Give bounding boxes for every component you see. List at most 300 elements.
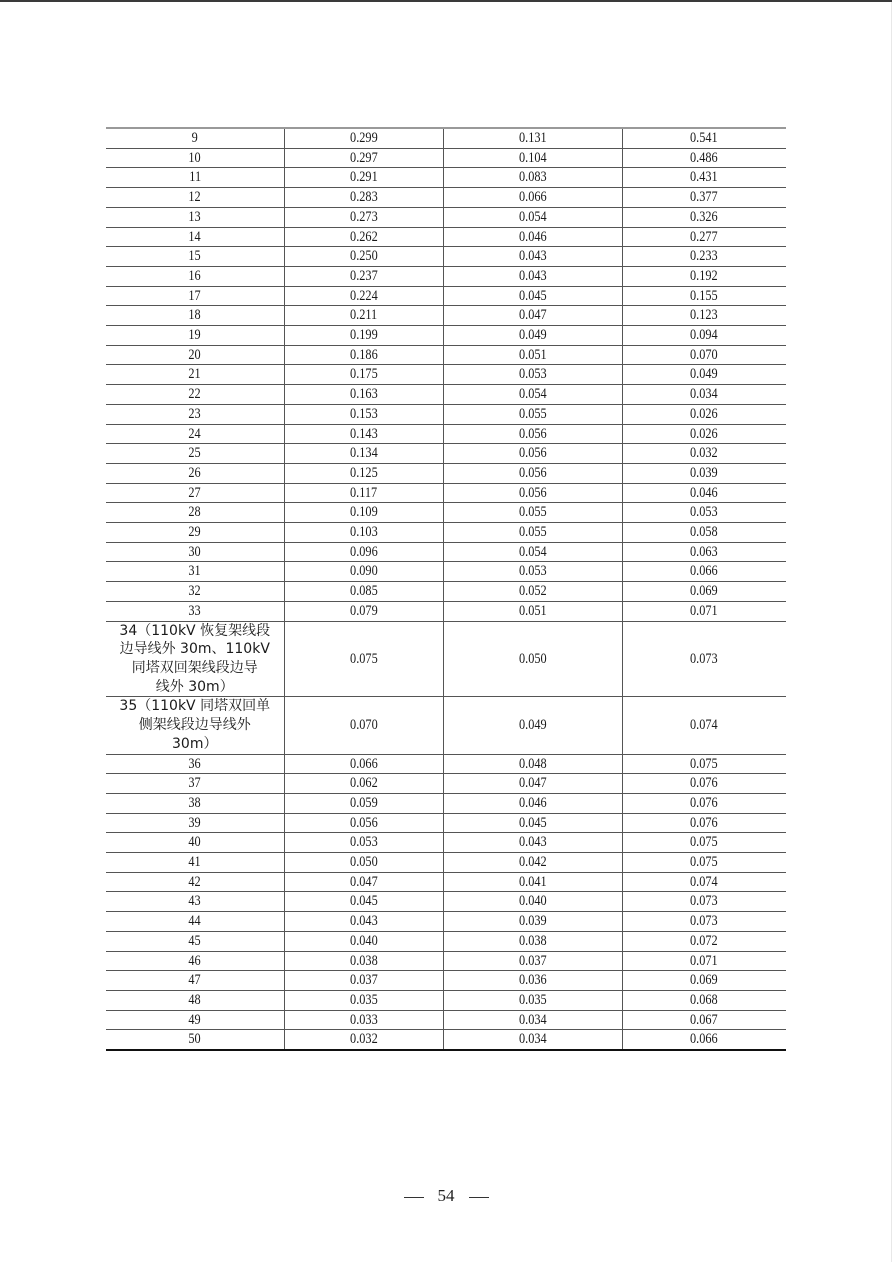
value-cell-col2 [284, 582, 443, 602]
value-cell-col4 [622, 971, 786, 991]
cell-value: 0.048 [518, 755, 547, 772]
table-row [106, 306, 786, 326]
cell-value: 0.043 [518, 267, 547, 284]
row-label-cell [106, 1010, 284, 1030]
cell-value: 0.094 [690, 327, 719, 344]
value-cell-col3 [443, 207, 622, 227]
cell-value: 0.262 [349, 228, 378, 245]
value-cell-col2 [284, 247, 443, 267]
value-cell-col2 [284, 951, 443, 971]
value-cell-col3 [443, 582, 622, 602]
cell-value: 0.052 [518, 583, 547, 600]
value-cell-col4 [622, 444, 786, 464]
cell-value: 0.046 [518, 228, 547, 245]
row-label-cell [106, 365, 284, 385]
value-cell-col3 [443, 813, 622, 833]
cell-value: 0.050 [349, 854, 378, 871]
cell-value: 0.026 [690, 425, 719, 442]
value-cell-col4 [622, 483, 786, 503]
value-cell-col4 [622, 754, 786, 774]
row-id: 30 [188, 543, 201, 560]
label-line: 35（110kV 同塔双回单 [119, 698, 271, 715]
value-cell-col3 [443, 872, 622, 892]
row-label-cell [106, 853, 284, 873]
cell-value: 0.066 [690, 563, 719, 580]
row-label-cell [106, 326, 284, 346]
value-cell-col3 [443, 444, 622, 464]
row-label-cell [106, 227, 284, 247]
cell-value: 0.211 [349, 307, 378, 324]
value-cell-col4 [622, 247, 786, 267]
value-cell-col2 [284, 990, 443, 1010]
value-cell-col3 [443, 306, 622, 326]
cell-value: 0.071 [690, 602, 719, 619]
value-cell-col3 [443, 990, 622, 1010]
table-row [106, 813, 786, 833]
value-cell-col4 [622, 793, 786, 813]
table-row [106, 793, 786, 813]
row-label-cell [106, 247, 284, 267]
table-row [106, 542, 786, 562]
table-row [106, 697, 786, 754]
cell-value: 0.153 [349, 405, 378, 422]
top-border-rule [0, 0, 892, 2]
value-cell-col4 [622, 148, 786, 168]
value-cell-col3 [443, 463, 622, 483]
cell-value: 0.046 [690, 484, 719, 501]
cell-value: 0.074 [690, 873, 719, 890]
table-row [106, 168, 786, 188]
cell-value: 0.233 [690, 248, 719, 265]
cell-value: 0.053 [518, 563, 547, 580]
data-table [106, 127, 786, 1051]
value-cell-col3 [443, 148, 622, 168]
value-cell-col2 [284, 306, 443, 326]
row-id: 32 [188, 583, 201, 600]
table-row [106, 601, 786, 621]
value-cell-col3 [443, 345, 622, 365]
cell-value: 0.049 [518, 717, 547, 734]
value-cell-col4 [622, 872, 786, 892]
row-label-cell [106, 286, 284, 306]
cell-value: 0.125 [349, 464, 378, 481]
value-cell-col3 [443, 1030, 622, 1050]
table-row [106, 582, 786, 602]
cell-value: 0.062 [349, 775, 378, 792]
row-label-cell [106, 148, 284, 168]
table-row [106, 853, 786, 873]
table-row [106, 774, 786, 794]
table-row [106, 424, 786, 444]
label-line: 边导线外 30m、110kV [119, 641, 270, 658]
cell-value: 0.039 [690, 464, 719, 481]
cell-value: 0.192 [690, 267, 719, 284]
row-label-cell [106, 562, 284, 582]
value-cell-col4 [622, 951, 786, 971]
value-cell-col2 [284, 385, 443, 405]
value-cell-col2 [284, 523, 443, 543]
cell-value: 0.063 [690, 543, 719, 560]
label-line: 34（110kV 恢复架线段 [119, 622, 271, 639]
row-id: 26 [188, 464, 201, 481]
value-cell-col2 [284, 931, 443, 951]
row-id: 44 [188, 913, 201, 930]
value-cell-col3 [443, 774, 622, 794]
cell-value: 0.054 [518, 386, 547, 403]
value-cell-col3 [443, 523, 622, 543]
value-cell-col4 [622, 912, 786, 932]
value-cell-col4 [622, 128, 786, 148]
cell-value: 0.068 [690, 991, 719, 1008]
value-cell-col4 [622, 326, 786, 346]
value-cell-col3 [443, 503, 622, 523]
row-id: 46 [188, 952, 201, 969]
cell-value: 0.134 [349, 445, 378, 462]
table-row [106, 931, 786, 951]
value-cell-col2 [284, 345, 443, 365]
row-label-cell [106, 542, 284, 562]
value-cell-col4 [622, 931, 786, 951]
value-cell-col3 [443, 404, 622, 424]
cell-value: 0.297 [349, 149, 378, 166]
row-id: 36 [188, 755, 201, 772]
cell-value: 0.076 [690, 814, 719, 831]
cell-value: 0.250 [349, 248, 378, 265]
cell-value: 0.090 [349, 563, 378, 580]
table-row [106, 971, 786, 991]
cell-value: 0.038 [518, 932, 547, 949]
table-row [106, 912, 786, 932]
cell-value: 0.224 [349, 287, 378, 304]
table-row [106, 1010, 786, 1030]
row-label-cell [106, 931, 284, 951]
table-row [106, 523, 786, 543]
cell-value: 0.072 [690, 932, 719, 949]
cell-value: 0.034 [690, 386, 719, 403]
value-cell-col4 [622, 853, 786, 873]
cell-value: 0.075 [690, 854, 719, 871]
cell-value: 0.043 [518, 834, 547, 851]
table-row [106, 990, 786, 1010]
row-label-cell [106, 444, 284, 464]
value-cell-col4 [622, 207, 786, 227]
table-row [106, 483, 786, 503]
cell-value: 0.486 [690, 149, 719, 166]
value-cell-col2 [284, 483, 443, 503]
value-cell-col4 [622, 188, 786, 208]
value-cell-col4 [622, 813, 786, 833]
cell-value: 0.043 [518, 248, 547, 265]
table-row [106, 227, 786, 247]
value-cell-col2 [284, 601, 443, 621]
row-label-cell [106, 621, 284, 697]
value-cell-col2 [284, 404, 443, 424]
cell-value: 0.075 [690, 755, 719, 772]
row-label-cell [106, 463, 284, 483]
row-id: 21 [188, 366, 201, 383]
cell-value: 0.155 [690, 287, 719, 304]
value-cell-col3 [443, 971, 622, 991]
table-row [106, 892, 786, 912]
dash-left [404, 1197, 424, 1198]
table-body [106, 128, 786, 1050]
row-label-cell [106, 912, 284, 932]
value-cell-col3 [443, 424, 622, 444]
value-cell-col4 [622, 523, 786, 543]
row-label-cell [106, 793, 284, 813]
cell-value: 0.073 [690, 893, 719, 910]
cell-value: 0.045 [349, 893, 378, 910]
row-id: 25 [188, 445, 201, 462]
value-cell-col3 [443, 912, 622, 932]
table-row [106, 562, 786, 582]
cell-value: 0.075 [690, 834, 719, 851]
cell-value: 0.055 [518, 524, 547, 541]
row-label-cell [106, 774, 284, 794]
cell-value: 0.074 [690, 717, 719, 734]
cell-value: 0.237 [349, 267, 378, 284]
value-cell-col2 [284, 148, 443, 168]
cell-value: 0.034 [518, 1011, 547, 1028]
row-id: 39 [188, 814, 201, 831]
value-cell-col3 [443, 286, 622, 306]
value-cell-col4 [622, 562, 786, 582]
row-label-cell [106, 754, 284, 774]
cell-value: 0.056 [518, 464, 547, 481]
value-cell-col4 [622, 385, 786, 405]
value-cell-col2 [284, 424, 443, 444]
cell-value: 0.026 [690, 405, 719, 422]
row-id: 20 [188, 346, 201, 363]
table-row [106, 833, 786, 853]
cell-value: 0.037 [349, 972, 378, 989]
table-row [106, 463, 786, 483]
cell-value: 0.299 [349, 130, 378, 146]
value-cell-col3 [443, 365, 622, 385]
cell-value: 0.051 [518, 346, 547, 363]
cell-value: 0.037 [518, 952, 547, 969]
value-cell-col2 [284, 207, 443, 227]
value-cell-col4 [622, 1010, 786, 1030]
row-label-cell [106, 503, 284, 523]
cell-value: 0.073 [690, 913, 719, 930]
cell-value: 0.199 [349, 327, 378, 344]
row-id: 40 [188, 834, 201, 851]
cell-value: 0.273 [349, 208, 378, 225]
value-cell-col4 [622, 286, 786, 306]
row-label-cell [106, 306, 284, 326]
row-label-cell [106, 207, 284, 227]
row-label-cell [106, 345, 284, 365]
value-cell-col2 [284, 326, 443, 346]
row-label-cell [106, 892, 284, 912]
cell-value: 0.050 [518, 650, 547, 667]
value-cell-col2 [284, 286, 443, 306]
row-id: 16 [188, 267, 201, 284]
cell-value: 0.035 [518, 991, 547, 1008]
cell-value: 0.045 [518, 814, 547, 831]
value-cell-col4 [622, 1030, 786, 1050]
table-row [106, 385, 786, 405]
value-cell-col2 [284, 562, 443, 582]
value-cell-col4 [622, 774, 786, 794]
row-id: 45 [188, 932, 201, 949]
row-label-cell [106, 813, 284, 833]
table-row [106, 754, 786, 774]
value-cell-col4 [622, 833, 786, 853]
cell-value: 0.175 [349, 366, 378, 383]
row-id: 27 [188, 484, 201, 501]
value-cell-col2 [284, 1030, 443, 1050]
value-cell-col3 [443, 754, 622, 774]
value-cell-col2 [284, 833, 443, 853]
row-label-cell [106, 266, 284, 286]
value-cell-col2 [284, 168, 443, 188]
row-id: 33 [188, 602, 201, 619]
value-cell-col4 [622, 601, 786, 621]
row-label-cell [106, 424, 284, 444]
row-label-cell [106, 582, 284, 602]
row-label-cell [106, 872, 284, 892]
value-cell-col2 [284, 697, 443, 754]
cell-value: 0.041 [518, 873, 547, 890]
cell-value: 0.033 [349, 1011, 378, 1028]
cell-value: 0.326 [690, 208, 719, 225]
row-id: 23 [188, 405, 201, 422]
value-cell-col3 [443, 697, 622, 754]
cell-value: 0.053 [518, 366, 547, 383]
cell-value: 0.377 [690, 189, 719, 206]
value-cell-col3 [443, 188, 622, 208]
value-cell-col3 [443, 833, 622, 853]
cell-value: 0.046 [518, 794, 547, 811]
value-cell-col2 [284, 227, 443, 247]
cell-value: 0.283 [349, 189, 378, 206]
value-cell-col3 [443, 247, 622, 267]
row-id: 24 [188, 425, 201, 442]
row-id: 48 [188, 991, 201, 1008]
value-cell-col3 [443, 853, 622, 873]
row-label-cell [106, 385, 284, 405]
value-cell-col3 [443, 227, 622, 247]
cell-value: 0.069 [690, 972, 719, 989]
cell-value: 0.291 [349, 169, 378, 186]
row-id: 37 [188, 775, 201, 792]
row-id: 17 [188, 287, 201, 304]
value-cell-col2 [284, 463, 443, 483]
value-cell-col3 [443, 931, 622, 951]
value-cell-col2 [284, 444, 443, 464]
cell-value: 0.073 [690, 650, 719, 667]
value-cell-col2 [284, 266, 443, 286]
value-cell-col4 [622, 424, 786, 444]
cell-value: 0.042 [518, 854, 547, 871]
table-row [106, 326, 786, 346]
cell-value: 0.032 [690, 445, 719, 462]
cell-value: 0.143 [349, 425, 378, 442]
cell-value: 0.054 [518, 208, 547, 225]
row-id: 31 [188, 563, 201, 580]
cell-value: 0.076 [690, 775, 719, 792]
table-row [106, 148, 786, 168]
row-id: 11 [188, 169, 201, 186]
row-label-cell [106, 523, 284, 543]
cell-value: 0.045 [518, 287, 547, 304]
cell-value: 0.067 [690, 1011, 719, 1028]
cell-value: 0.109 [349, 504, 378, 521]
row-id: 43 [188, 893, 201, 910]
cell-value: 0.038 [349, 952, 378, 969]
cell-value: 0.054 [518, 543, 547, 560]
value-cell-col4 [622, 345, 786, 365]
table-row [106, 188, 786, 208]
row-label-cell [106, 833, 284, 853]
value-cell-col2 [284, 912, 443, 932]
value-cell-col4 [622, 582, 786, 602]
row-label-cell [106, 697, 284, 754]
cell-value: 0.069 [690, 583, 719, 600]
cell-value: 0.431 [690, 169, 719, 186]
cell-value: 0.043 [349, 913, 378, 930]
dash-right [469, 1197, 489, 1198]
cell-value: 0.051 [518, 602, 547, 619]
table-row [106, 345, 786, 365]
value-cell-col2 [284, 774, 443, 794]
value-cell-col2 [284, 1010, 443, 1030]
value-cell-col2 [284, 793, 443, 813]
cell-value: 0.070 [690, 346, 719, 363]
table-row [106, 872, 786, 892]
row-id: 47 [188, 972, 201, 989]
value-cell-col3 [443, 951, 622, 971]
value-cell-col2 [284, 365, 443, 385]
table-row [106, 128, 786, 148]
value-cell-col2 [284, 542, 443, 562]
value-cell-col2 [284, 188, 443, 208]
value-cell-col4 [622, 227, 786, 247]
cell-value: 0.131 [518, 130, 547, 146]
cell-value: 0.104 [518, 149, 547, 166]
value-cell-col3 [443, 601, 622, 621]
cell-value: 0.103 [349, 524, 378, 541]
value-cell-col3 [443, 385, 622, 405]
value-cell-col3 [443, 542, 622, 562]
value-cell-col4 [622, 892, 786, 912]
cell-value: 0.083 [518, 169, 547, 186]
value-cell-col3 [443, 483, 622, 503]
table-row [106, 1030, 786, 1050]
row-id: 29 [188, 524, 201, 541]
table-row [106, 444, 786, 464]
cell-value: 0.047 [518, 307, 547, 324]
row-id: 41 [188, 854, 201, 871]
cell-value: 0.053 [349, 834, 378, 851]
cell-value: 0.056 [349, 814, 378, 831]
row-label-cell [106, 404, 284, 424]
cell-value: 0.066 [518, 189, 547, 206]
cell-value: 0.056 [518, 425, 547, 442]
row-id: 42 [188, 873, 201, 890]
table-row [106, 404, 786, 424]
cell-value: 0.040 [518, 893, 547, 910]
table-row [106, 266, 786, 286]
cell-value: 0.053 [690, 504, 719, 521]
value-cell-col3 [443, 793, 622, 813]
value-cell-col4 [622, 463, 786, 483]
cell-value: 0.076 [690, 794, 719, 811]
label-line: 侧架线段边导线外 [138, 717, 251, 734]
row-id: 9 [191, 130, 198, 146]
